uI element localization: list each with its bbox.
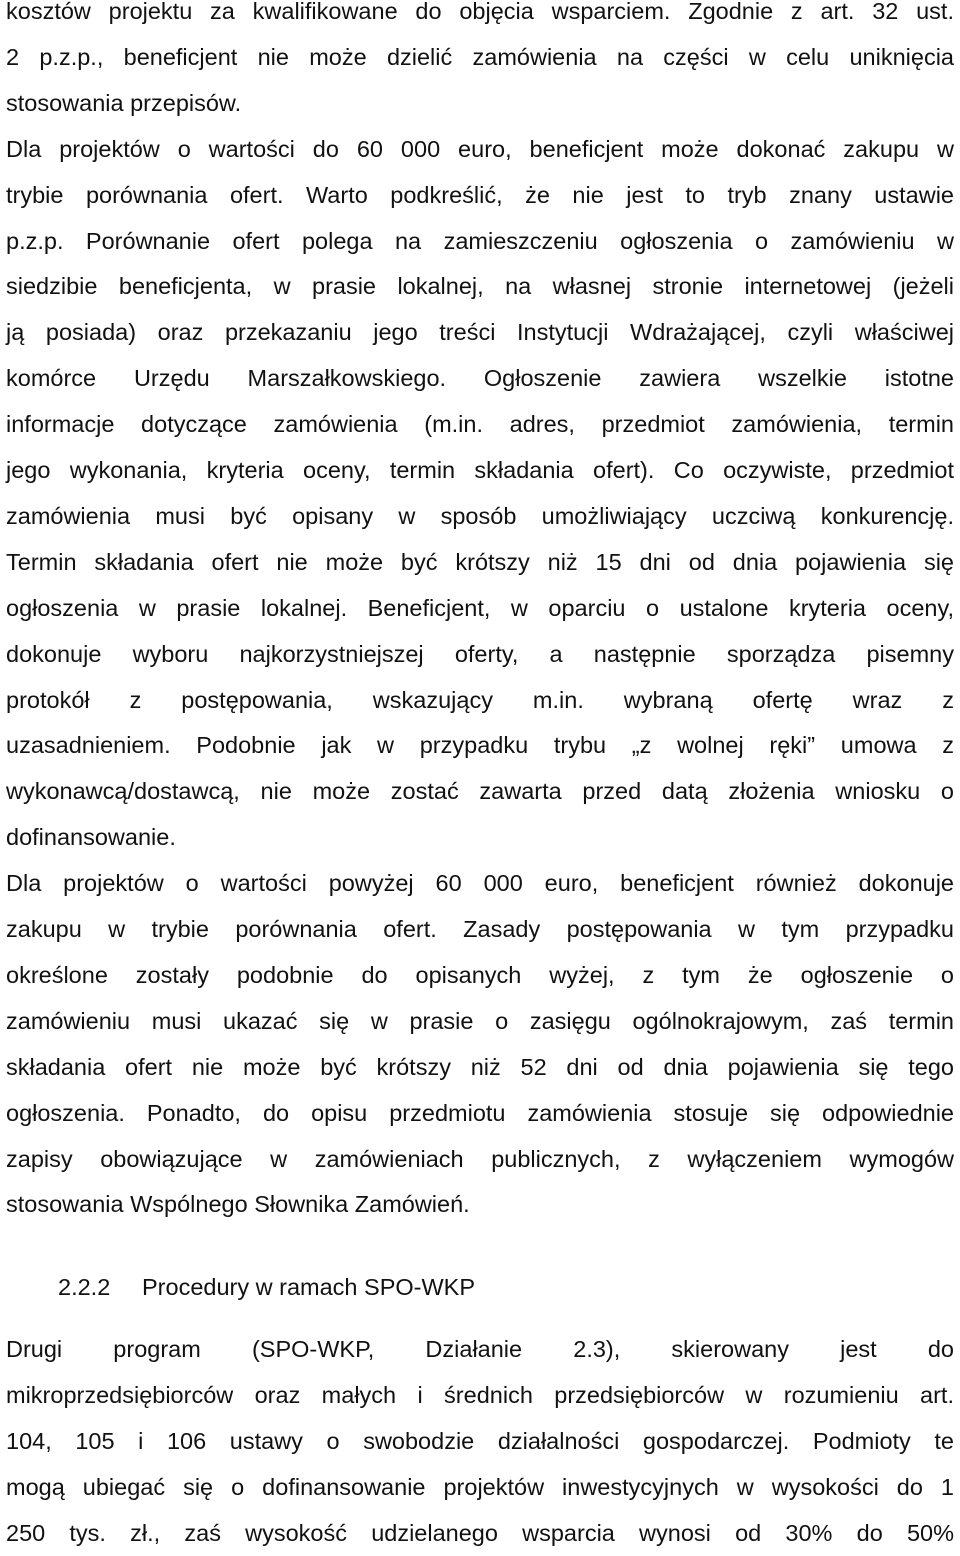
text-line: siedzibie beneficjenta, w prasie lokalnej, na własnej stronie internetowej (jeżeli [6,273,954,300]
text-line: określone zostały podobnie do opisanych wyżej, z tym że ogłoszenie o [6,961,954,988]
text-line: protokół z postępowania, wskazujący m.in. wybraną ofertę wraz z [6,686,954,713]
text-line: Dla projektów o wartości powyżej 60 000 euro, beneficjent również dokonuje [6,870,954,897]
text-line: kosztów projektu za kwalifikowane do objęcia wsparciem. Zgodnie z art. 32 ust. [6,0,954,24]
text-line: składania ofert nie może być krótszy niż 52 dni od dnia pojawienia się tego [6,1053,954,1080]
text-line: zakupu w trybie porównania ofert. Zasady postępowania w tym przypadku [6,916,954,942]
text-line: ją posiada) oraz przekazaniu jego treści Instytucji Wdrażającej, czyli właściwej [6,319,954,346]
text-line: trybie porównania ofert. Warto podkreślić, że nie jest to tryb znany ustawie [6,181,954,208]
text-line: zapisy obowiązujące w zamówieniach publicznych, z wyłączeniem wymogów [6,1145,954,1172]
text-line: Dla projektów o wartości do 60 000 euro, beneficjent może dokonać zakupu w [6,135,954,162]
text-line: p.z.p. Porównanie ofert polega na zamieszczeniu ogłoszenia o zamówieniu w [6,227,954,254]
text-line: Drugi program (SPO-WKP, Działanie 2.3), skierowany jest do [6,1336,954,1362]
text-line: Termin składania ofert nie może być krótszy niż 15 dni od dnia pojawienia się [6,548,954,575]
text-line: dofinansowanie. [6,824,176,851]
section-title: Procedury w ramach SPO-WKP [142,1274,476,1300]
text-line: komórce Urzędu Marszałkowskiego. Ogłoszenie zawiera wszelkie istotne [6,365,954,392]
text-line: 250 tys. zł., zaś wysokość udzielanego wsparcia wynosi od 30% do 50% [6,1519,954,1546]
text-line: stosowania przepisów. [6,89,242,116]
text-line: informacje dotyczące zamówienia (m.in. adres, przedmiot zamówienia, termin [6,411,954,438]
text-line: stosowania Wspólnego Słownika Zamówień. [6,1191,470,1218]
text-line: wykonawcą/dostawcą, nie może zostać zawarta przed datą złożenia wniosku o [6,778,954,805]
text-line: ogłoszenia w prasie lokalnej. Beneficjent, w oparciu o ustalone kryteria oceny, [6,594,954,621]
text-line: mikroprzedsiębiorców oraz małych i średnich przedsiębiorców w rozumieniu art. [6,1381,954,1408]
text-line: mogą ubiegać się o dofinansowanie projektów inwestycyjnych w wysokości do 1 [6,1473,954,1500]
text-line: zamówieniu musi ukazać się w prasie o zasięgu ogólnokrajowym, zaś termin [6,1007,954,1034]
text-line: uzasadnieniem. Podobnie jak w przypadku trybu „z wolnej ręki” umowa z [6,732,954,759]
section-heading [6,1264,475,1310]
section-number: 2.2.2 [58,1274,111,1300]
text-line: 2 p.z.p., beneficjent nie może dzielić zamówienia na części w celu uniknięcia [6,43,954,70]
text-line: zamówienia musi być opisany w sposób umożliwiający uczciwą konkurencję. [6,502,954,529]
text-line: ogłoszenia. Ponadto, do opisu przedmiotu zamówienia stosuje się odpowiednie [6,1099,954,1126]
text-line: dokonuje wyboru najkorzystniejszej oferty, a następnie sporządza pisemny [6,640,954,667]
text-line: jego wykonania, kryteria oceny, termin składania ofert). Co oczywiste, przedmiot [6,457,954,483]
text-line: 104, 105 i 106 ustawy o swobodzie działalności gospodarczej. Podmioty te [6,1427,954,1454]
